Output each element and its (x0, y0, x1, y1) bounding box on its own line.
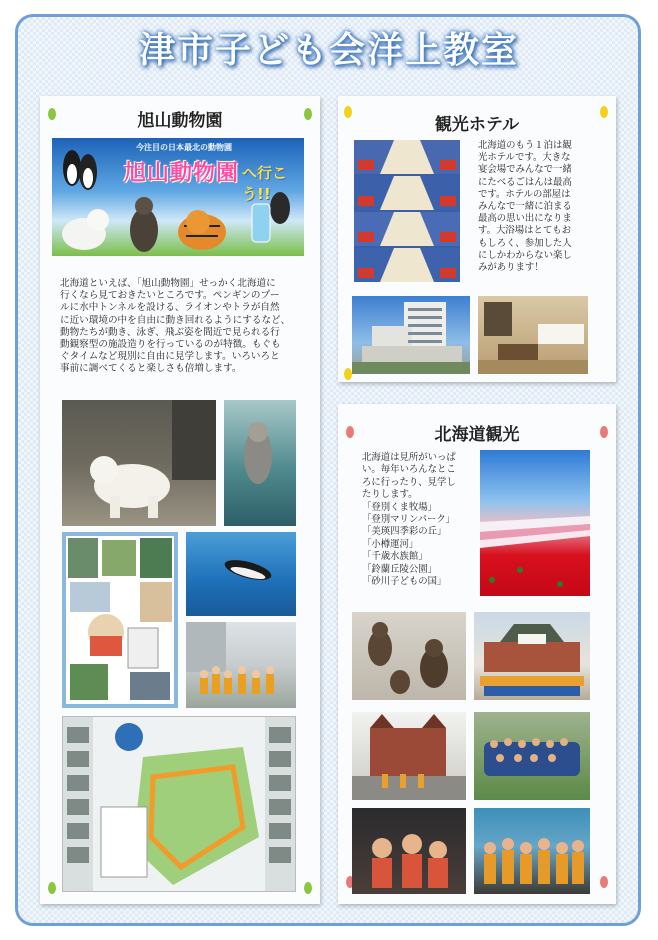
zoo-banner-image (52, 138, 304, 256)
zoo-collage-photo (62, 532, 178, 708)
pin-icon (48, 882, 56, 894)
banner-title: 旭山動物園 (124, 161, 240, 186)
park-group-photo (474, 712, 590, 800)
seal-photo (224, 400, 296, 526)
pin-icon (600, 876, 608, 888)
banner-subtitle: 今注目の日本最北の動物園 (136, 143, 232, 152)
bear-park-photo (352, 612, 466, 700)
pin-icon (304, 882, 312, 894)
flower-field-photo (480, 450, 590, 596)
hotel-description: 北海道のもう１泊は観 光ホテルです。大きな 宴会場でみんなで一緒 にたべるごはんは最高 です。ホテルの部屋は みんなで一緒に泊まる 最高の思い出になりま す。大浴場はとてもお もしろく、参加した人 にしかわからない楽し みがあります！ (478, 140, 572, 274)
hokkaido-panel (338, 404, 616, 904)
aquarium-group-photo (474, 808, 590, 894)
pin-icon (344, 368, 352, 380)
hotel-room-photo (478, 296, 588, 374)
banner-tagline: へ行こう!! (242, 164, 288, 203)
banquet-hall-photo (354, 140, 460, 282)
hokkaido-description: 北海道は見所がいっぱ い。毎年いろんなとこ ろに行ったり、見学し たりします。 「登別くま牧場」 「登別マリンパーク」 「美瑛四季彩の丘」 「小樽運河」 「千歳水族館」 「鈴蘭丘陵公園」 「砂川子どもの国」 (362, 452, 456, 588)
zoo-map-image (62, 716, 296, 892)
hotel-panel (338, 96, 616, 382)
penguin-photo (186, 532, 296, 616)
hotel-heading: 観光ホテル (434, 115, 520, 135)
hokkaido-heading: 北海道観光 (434, 425, 520, 445)
marine-park-photo (474, 612, 590, 700)
hotel-building-photo (352, 296, 470, 374)
page-title: 津市子ども会洋上教室 (138, 30, 519, 71)
zoo-panel (40, 96, 320, 904)
castle-aquarium-photo (352, 712, 466, 800)
kids-indoor-photo (352, 808, 466, 894)
zoo-description: 北海道といえば、「旭山動物園」せっかく北海道に 行くなら見ておきたいところです。ペンギンのプー ルに水中トンネルを設ける、ライオンやトラが自然 に近い環境の中を自由に動き回れるようにするなど、 動物たちが動き、泳ぎ、飛ぶ姿を間近で見られる行 動観察型の施設造りを行っているのが特徴。もぐも ぐタイムなど現別に自由に見学します。いろいろと 事前に調べてくると楽しさも倍増します。 (60, 278, 291, 375)
zoo-heading: 旭山動物園 (137, 111, 223, 131)
zoo-group-photo (186, 622, 296, 708)
polar-bear-photo (62, 400, 216, 526)
